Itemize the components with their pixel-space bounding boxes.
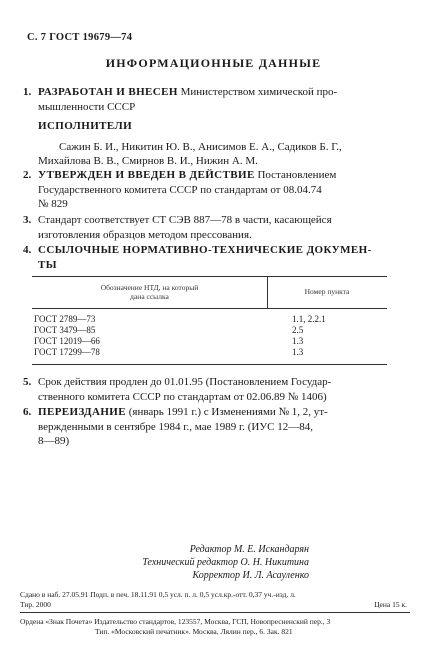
credits-proofreader: Корректор И. Л. Асауленко [192,570,309,581]
imprint-price: Цена 15 к. [374,600,407,609]
table-header-rule [32,308,387,309]
section-heading: УТВЕРЖДЕН И ВВЕДЕН В ДЕЙСТВИЕ [38,169,255,181]
table-cell-item: 1.1, 2.2.1 [292,314,326,324]
table-cell-document: ГОСТ 17299—78 [34,347,100,357]
section-text: Стандарт соответствует СТ СЭВ 887—78 в части, касающейся [38,214,332,226]
table-header-document: Обозначение НТД, на который дана ссылка [100,283,199,301]
imprint-line: Сдано в наб. 27.05.91 Подп. в печ. 18.11.91 0,5 усл. п. л. 0,5 усл.кр.-отт. 0,37 уч.-изд. л. [20,590,296,599]
table-bottom-rule [32,364,387,365]
section-heading: ПЕРЕИЗДАНИЕ [38,406,127,418]
section-text: Срок действия продлен до 01.01.95 (Постановлением Государ- [38,376,332,388]
section-4 [23,243,372,271]
section-text: вержденными в сентябре 1984 г., мае 1989 г. (ИУС 12—84, [38,420,313,433]
section-text: Министерством химической про- [177,86,338,98]
table-cell-item: 1.3 [292,336,304,346]
table-cell-item: 2.5 [292,325,304,335]
imprint-divider [20,612,410,613]
table-cell-item: 1.3 [292,347,304,357]
section-text: изготовления образцов методом прессования. [38,228,252,241]
section-text: Государственного комитета СССР по стандартам от 08.04.74 [38,183,322,196]
section-text: (январь 1991 г.) с Изменениями № 1, 2, ут- [126,406,328,418]
section-heading: РАЗРАБОТАН И ВНЕСЕН [38,86,178,98]
credits-tech-editor: Технический редактор О. Н. Никитина [142,557,309,568]
section-text: Постановлением [254,169,337,181]
authors-line: Михайлова В. В., Смирнов В. И., Нижин А. М. [38,155,258,167]
section-text: ственного комитета СССР по стандартам от 02.06.89 № 1406) [38,390,327,403]
table-cell-document: ГОСТ 12019—66 [34,336,100,346]
section-number: 1. [23,86,32,98]
section-text: мышленности СССР [38,100,136,113]
printer-line: Тип. «Московский печатник». Москва, Лялин пер., 6. Зак. 821 [95,627,293,636]
table-cell-document: ГОСТ 3479—85 [34,325,96,335]
section-3 [23,213,332,241]
section-5 [23,375,332,403]
table-header-item: Номер пункта [304,287,350,296]
authors-line: Сажин Б. И., Никитин Ю. В., Анисимов Е. А., Садиков Б. Г., [59,140,342,153]
section-subheading: ИСПОЛНИТЕЛИ [38,120,133,132]
page-header: С. 7 ГОСТ 19679—74 [27,32,133,43]
section-heading: ССЫЛОЧНЫЕ НОРМАТИВНО-ТЕХНИЧЕСКИЕ ДОКУМЕН- [38,244,372,256]
section-number: 6. [23,406,32,418]
section-1 [23,85,342,167]
section-text: № 829 [38,198,68,210]
section-6 [23,405,328,447]
page-title: ИНФОРМАЦИОННЫЕ ДАННЫЕ [105,56,322,70]
section-2 [23,168,337,210]
section-heading: ТЫ [38,258,57,271]
section-number: 4. [23,244,32,256]
table-cell-document: ГОСТ 2789—73 [34,314,96,324]
section-text: 8—89) [38,435,70,447]
table-top-rule [32,276,387,277]
credits-editor: Редактор М. Е. Искандарян [189,544,309,555]
publisher-line: Ордена «Знак Почета» Издательство стандартов, 123557, Москва, ГСП, Новопресненский пер., 3 [20,617,331,626]
section-number: 3. [23,214,32,226]
imprint-circulation: Тир. 2000 [20,600,51,609]
section-number: 5. [23,376,32,388]
section-number: 2. [23,169,32,181]
